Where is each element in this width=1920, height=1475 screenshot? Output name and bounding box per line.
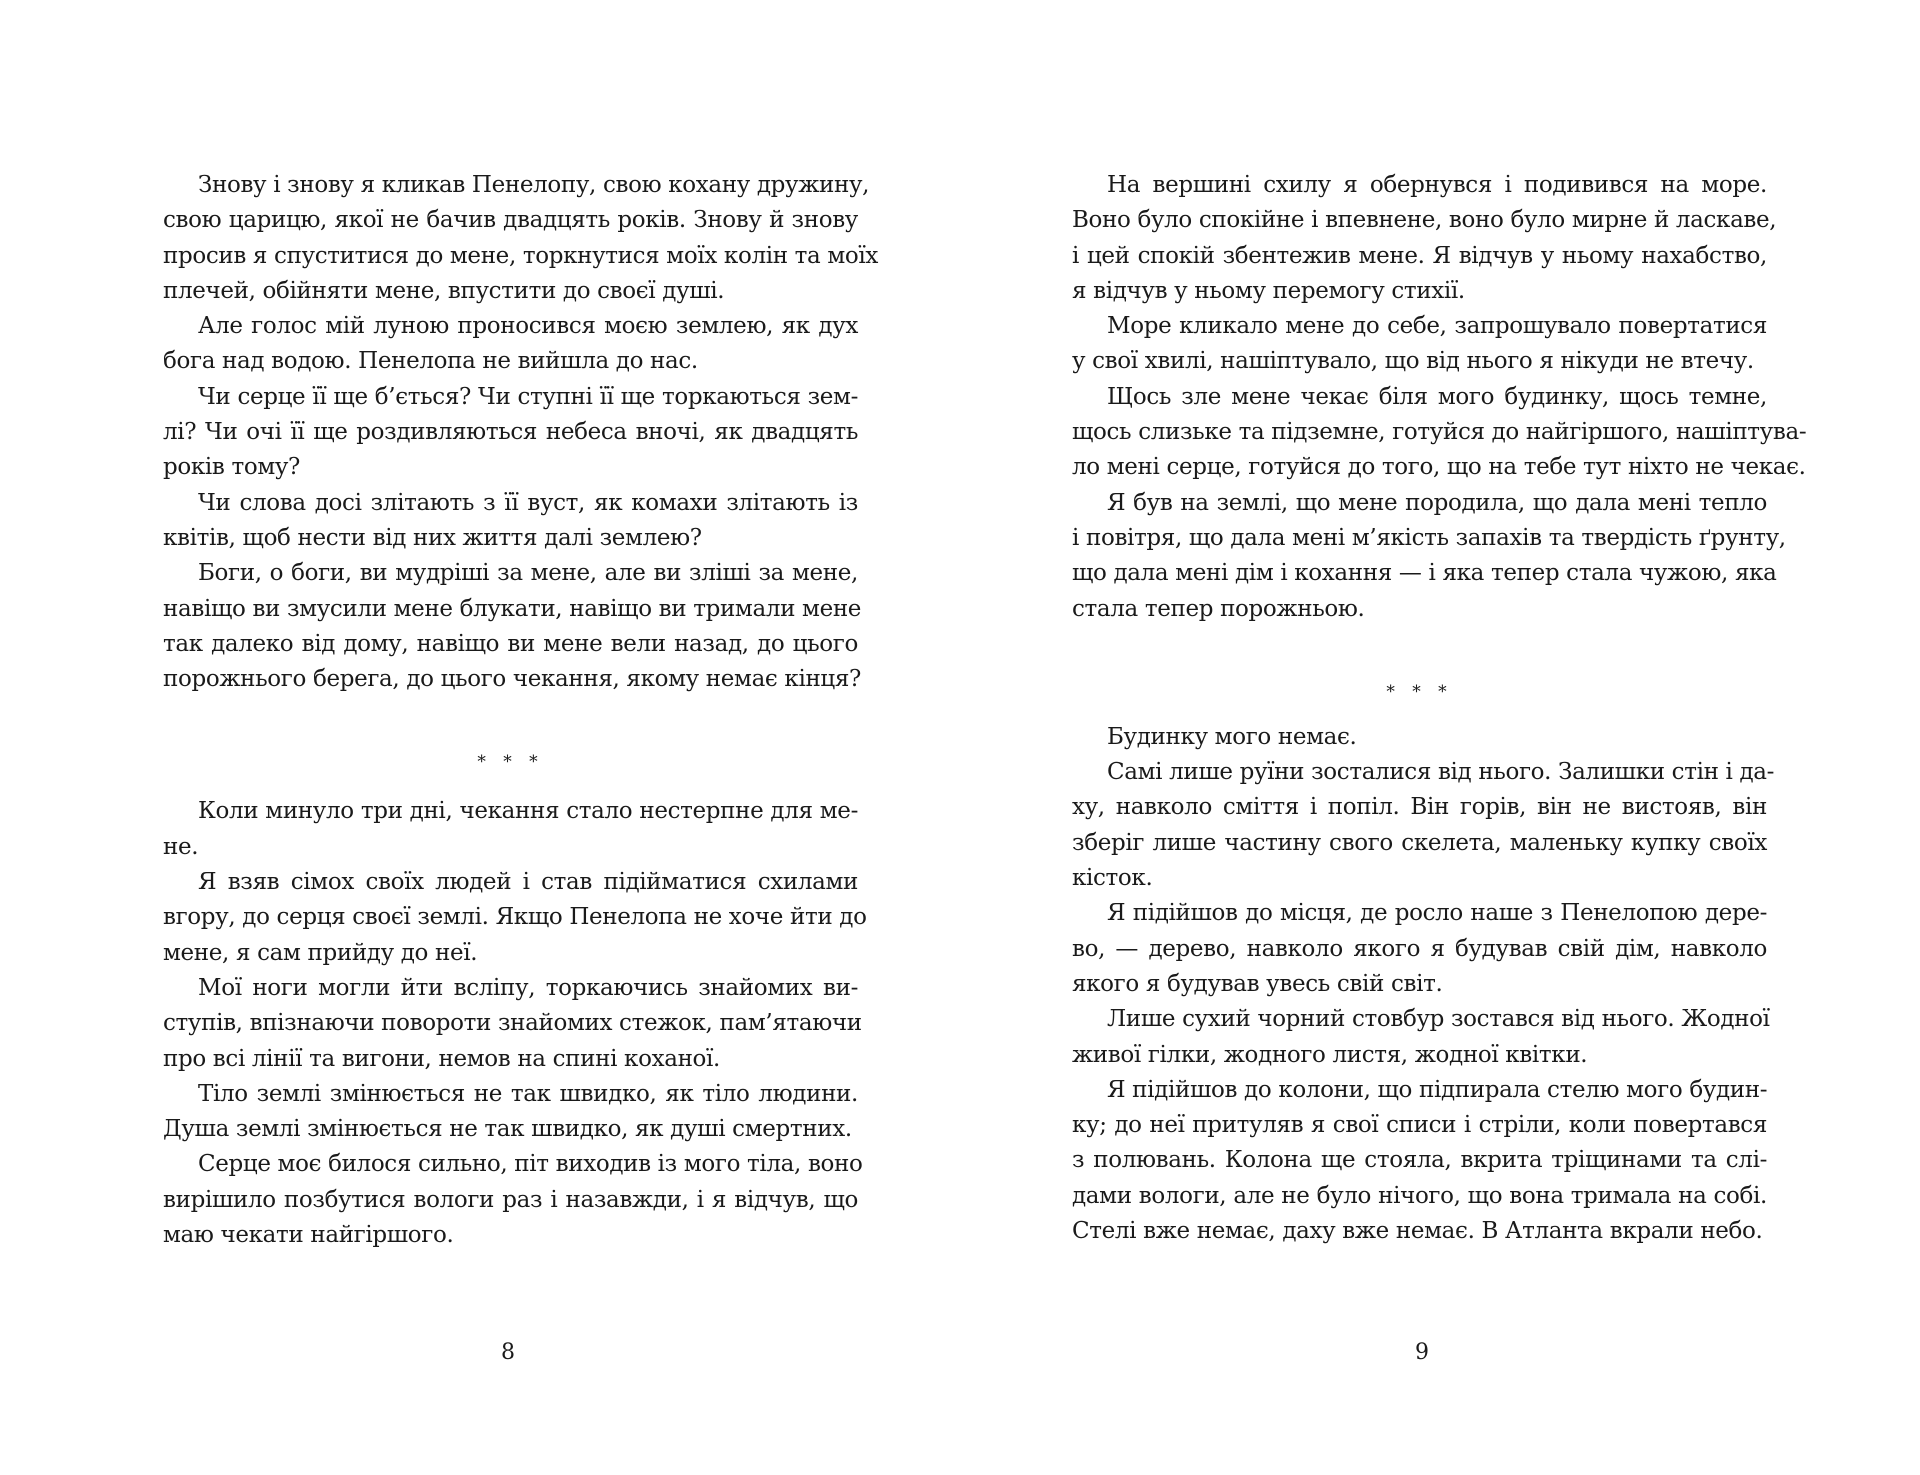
- text-line: На вершині схилу я обернувся і подивився на море.: [1107, 172, 1767, 198]
- paragraph: [1072, 896, 1767, 1002]
- right-section-2: [1072, 720, 1775, 1249]
- text-line: вгору, до серця своєї землі. Якщо Пенелопа не хоче йти до: [163, 904, 867, 931]
- text-line: Мої ноги могли йти всліпу, торкаючись знайомих ви-: [198, 974, 858, 1001]
- paragraph: [163, 865, 867, 971]
- text-line: Душа землі змінюється не так швидко, як душі смертних.: [163, 1116, 852, 1143]
- text-line: порожнього берега, до цього чекання, якому немає кінця?: [163, 666, 862, 693]
- text-line: зберіг лише частину свого скелета, маленьку купку своїх: [1072, 829, 1767, 856]
- paragraph: [1072, 720, 1767, 755]
- paragraph: [1072, 755, 1775, 896]
- text-line: кісток.: [1072, 865, 1153, 892]
- text-line: Щось зле мене чекає біля мого будинку, щось темне,: [1107, 383, 1767, 410]
- text-line: дами вологи, але не було нічого, що вона тримала на собі.: [1072, 1182, 1767, 1209]
- page-number-left: 8: [501, 1340, 515, 1365]
- text-line: ку; до неї притуляв я свої списи і стріли, коли повертався: [1072, 1112, 1767, 1139]
- text-line: Знову і знову я кликав Пенелопу, свою кохану дружину,: [198, 172, 870, 198]
- left-section-2: [163, 794, 867, 1253]
- text-line: квітів, щоб нести від них життя далі землею?: [163, 524, 702, 551]
- text-line: і повітря, що дала мені м’якість запахів та твердість ґрунту,: [1072, 524, 1786, 551]
- text-line: мене, я сам прийду до неї.: [163, 939, 478, 966]
- text-line: Я підійшов до колони, що підпирала стелю мого будин-: [1107, 1076, 1768, 1103]
- paragraph: [1072, 168, 1777, 309]
- text-line: щось слизьке та підземне, готуйся до найгіршого, нашіптува-: [1072, 419, 1807, 446]
- page-number-right: 9: [1415, 1340, 1429, 1365]
- text-line: плечей, обійняти мене, впустити до своєї душі.: [163, 277, 725, 304]
- text-line: лі? Чи очі її ще роздивляються небеса вночі, як двадцять: [163, 419, 858, 446]
- text-line: з полювань. Колона ще стояла, вкрита тріщинами та слі-: [1072, 1147, 1767, 1174]
- text-line: Боги, о боги, ви мудріші за мене, але ви зліші за мене,: [198, 560, 858, 587]
- text-line: Коли минуло три дні, чекання стало нестерпне для ме-: [198, 798, 858, 825]
- text-line: Море кликало мене до себе, запрошувало повертатися: [1107, 313, 1767, 340]
- text-line: вирішило позбутися вологи раз і назавжди, і я відчув, що: [163, 1186, 858, 1213]
- text-line: свою царицю, якої не бачив двадцять років. Знову й знову: [163, 207, 858, 234]
- text-line: бога над водою. Пенелопа не вийшла до нас.: [163, 348, 698, 375]
- text-line: маю чекати найгіршого.: [163, 1222, 454, 1249]
- text-line: років тому?: [163, 454, 301, 481]
- text-line: якого я будував увесь свій світ.: [1072, 970, 1443, 997]
- paragraph: [163, 168, 879, 309]
- text-line: просив я спуститися до мене, торкнутися моїх колін та моїх: [163, 242, 879, 269]
- text-line: Лише сухий чорний стовбур зостався від нього. Жодної: [1107, 1006, 1770, 1033]
- text-line: Воно було спокійне і впевнене, воно було мирне й ласкаве,: [1072, 207, 1777, 234]
- paragraph: [163, 380, 858, 486]
- right-page: [1072, 168, 1807, 1249]
- text-line: навіщо ви змусили мене блукати, навіщо ви тримали мене: [163, 595, 862, 622]
- paragraph: [1072, 1073, 1767, 1249]
- text-line: Я був на землі, що мене породила, що дала мені тепло: [1107, 489, 1767, 516]
- text-line: во, — дерево, навколо якого я будував свій дім, навколо: [1072, 935, 1767, 962]
- text-line: я відчув у ньому перемогу стихії.: [1072, 277, 1465, 304]
- text-line: про всі лінії та вигони, немов на спині коханої.: [163, 1045, 721, 1072]
- paragraph: [163, 794, 858, 865]
- text-line: у свої хвилі, нашіптувало, що від нього я нікуди не втечу.: [1072, 348, 1754, 375]
- text-line: Самі лише руїни зосталися від нього. Залишки стін і да-: [1107, 759, 1775, 786]
- text-line: Будинку мого немає.: [1107, 723, 1357, 750]
- text-line: Я взяв сімох своїх людей і став підійматися схилами: [198, 869, 858, 896]
- right-section-1: [1072, 168, 1807, 627]
- paragraph: [163, 1077, 858, 1148]
- text-line: ло мені серце, готуйся до того, що на тебе тут ніхто не чекає.: [1072, 454, 1806, 481]
- text-line: ху, навколо сміття і попіл. Він горів, він не вистояв, він: [1072, 794, 1767, 821]
- text-line: живої гілки, жодного листя, жодної квітки.: [1072, 1041, 1588, 1068]
- text-line: так далеко від дому, навіщо ви мене вели назад, до цього: [163, 630, 858, 657]
- text-line: стала тепер порожньою.: [1072, 595, 1365, 622]
- paragraph: [1072, 1002, 1770, 1073]
- text-line: Тіло землі змінюється не так швидко, як тіло людини.: [198, 1080, 858, 1107]
- text-line: Серце моє билося сильно, піт виходив із мого тіла, воно: [198, 1151, 863, 1178]
- text-line: ступів, впізнаючи повороти знайомих стежок, пам’ятаючи: [163, 1010, 862, 1037]
- text-line: Я підійшов до місця, де росло наше з Пенелопою дере-: [1107, 900, 1767, 927]
- left-section-1: [163, 168, 879, 697]
- text-line: Чи слова досі злітають з її вуст, як комахи злітають із: [198, 489, 858, 516]
- text-line: Чи серце її ще б’ється? Чи ступні її ще торкаються зем-: [198, 383, 858, 410]
- paragraph: [1072, 486, 1786, 627]
- paragraph: [163, 556, 862, 697]
- paragraph: [1072, 380, 1807, 486]
- paragraph: [163, 486, 858, 557]
- text-line: не.: [163, 833, 199, 860]
- left-page: [163, 168, 879, 1253]
- text-line: що дала мені дім і кохання — і яка тепер стала чужою, яка: [1072, 560, 1777, 587]
- paragraph: [163, 1147, 863, 1253]
- section-break-asterism: * * *: [477, 752, 544, 773]
- text-line: і цей спокій збентежив мене. Я відчув у ньому нахабство,: [1072, 242, 1767, 269]
- paragraph: [163, 971, 862, 1077]
- text-line: Стелі вже немає, даху вже немає. В Атланта вкрали небо.: [1072, 1218, 1763, 1245]
- paragraph: [1072, 309, 1767, 380]
- paragraph: [163, 309, 858, 380]
- section-break-asterism: * * *: [1386, 681, 1453, 702]
- text-line: Але голос мій луною проносився моєю землею, як дух: [198, 313, 858, 340]
